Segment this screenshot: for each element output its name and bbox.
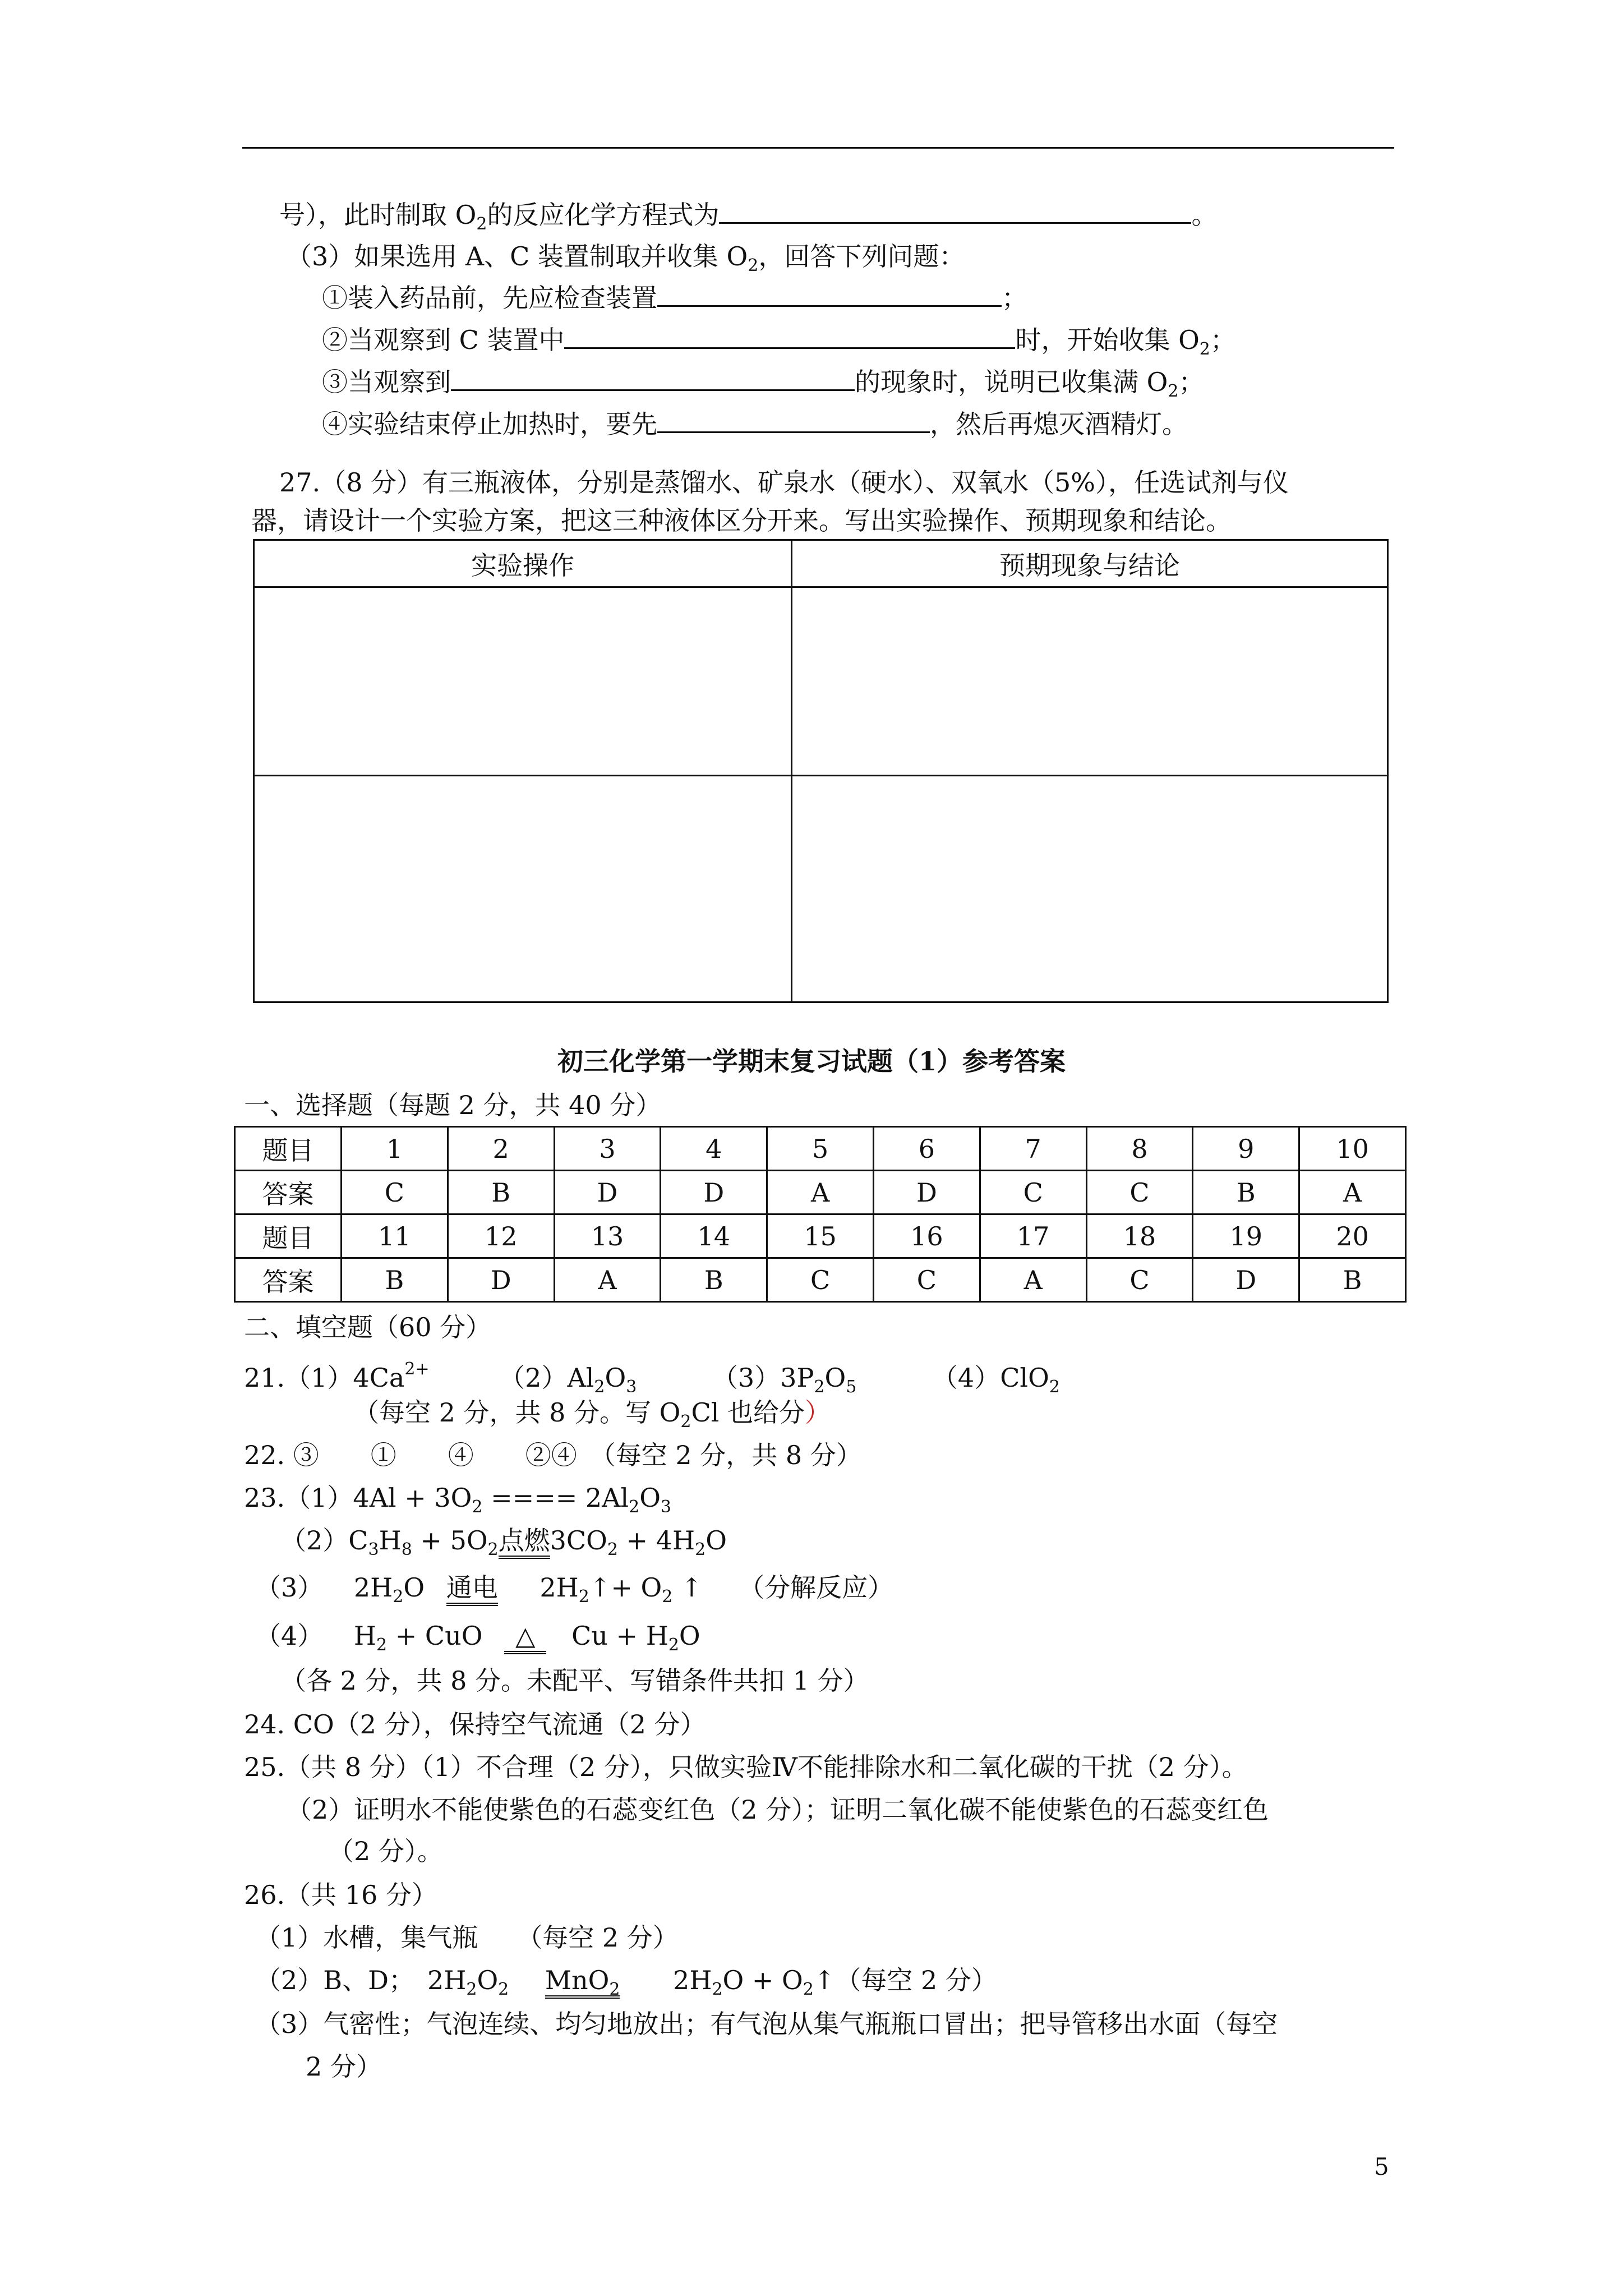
answer-blank[interactable]: [564, 323, 1015, 349]
table-cell: C: [1086, 1258, 1193, 1302]
q26-step4: ④实验结束停止加热时，要先 ，然后再熄灭酒精灯。: [322, 407, 1188, 441]
table-cell: C: [342, 1171, 448, 1214]
q26-line1: 号），此时制取 $O_2$的反应化学方程式为 。: [279, 197, 1217, 241]
table-cell: 9: [1193, 1127, 1299, 1171]
table-row: [235, 1171, 1406, 1214]
table-cell: B: [1299, 1258, 1406, 1302]
table-cell: 12: [448, 1214, 554, 1258]
table-cell: C: [980, 1171, 1086, 1214]
q27-line2: 器，请设计一个实验方案，把这三种液体区分开来。写出实验操作、预期现象和结论。: [251, 505, 1232, 536]
table-cell: A: [767, 1171, 874, 1214]
table-cell: 6: [873, 1127, 980, 1171]
col-header-operation: 实验操作: [254, 540, 792, 587]
table-cell: 1: [342, 1127, 448, 1171]
answer-23-1: $23.(1)4Al + 3O_2$ ==== $2Al_2O_3$: [244, 1483, 672, 1517]
answer-26-3-line2: 2 分）: [306, 2051, 382, 2082]
table-cell: 4: [661, 1127, 767, 1171]
table-cell: A: [554, 1258, 661, 1302]
q26-step3: ③当观察到 的现象时，说明已收集满 $O_2$；: [322, 365, 1204, 408]
reaction-condition: 点燃: [499, 1525, 550, 1559]
table-cell: C: [1086, 1171, 1193, 1214]
table-cell: 7: [980, 1127, 1086, 1171]
table-cell: B: [342, 1258, 448, 1302]
answer-21: $21.(1)4Ca^{2+}$ $(2)Al_2O_3$ $(3)3P_2O_5$ （4）ClO$_2$: [244, 1359, 1060, 1397]
page-number: 5: [1374, 2153, 1389, 2180]
table-row: [235, 1258, 1406, 1302]
table-cell: 3: [554, 1127, 661, 1171]
table-cell: 13: [554, 1214, 661, 1258]
answer-25-line2: （2）证明水不能使紫色的石蕊变红色（2 分）；证明二氧化碳不能使紫色的石蕊变红色: [286, 1795, 1269, 1825]
row-header-cell: 答案: [235, 1258, 342, 1302]
table-cell: 18: [1086, 1214, 1193, 1258]
multiple-choice-answer-table: [234, 1126, 1407, 1303]
row-header-cell: 题目: [235, 1127, 342, 1171]
answer-25-line3: （2 分）。: [328, 1836, 443, 1866]
answer-21-note: （每空 2 分，共 8 分。写 $O_2Cl$ 也给分）: [353, 1397, 831, 1432]
table-cell: 5: [767, 1127, 874, 1171]
table-cell: 19: [1193, 1214, 1299, 1258]
table-cell: D: [1193, 1258, 1299, 1302]
table-row: [235, 1214, 1406, 1258]
table-cell: 14: [661, 1214, 767, 1258]
answer-blank[interactable]: [719, 197, 1191, 224]
table-cell: 16: [873, 1214, 980, 1258]
table-cell: A: [1299, 1171, 1406, 1214]
header-rule: [242, 147, 1394, 149]
table-cell: B: [448, 1171, 554, 1214]
answer-26-heading: 26.（共 16 分）: [244, 1880, 437, 1910]
table-cell: 17: [980, 1214, 1086, 1258]
answer-cell[interactable]: [792, 776, 1388, 1002]
table-cell: 15: [767, 1214, 874, 1258]
answers-title: 初三化学第一学期末复习试题（1）参考答案: [557, 1046, 1066, 1076]
table-cell: D: [661, 1171, 767, 1214]
table-cell: D: [448, 1258, 554, 1302]
table-cell: C: [767, 1258, 874, 1302]
reaction-condition: 通电: [446, 1572, 498, 1606]
answer-23-2: $(2)C_3H_8 + 5O_2$点燃$3CO_2 + 4H_2O$: [280, 1525, 727, 1559]
answer-cell[interactable]: [792, 587, 1388, 776]
answer-26-2: （2）B、D； $2H_2O_2$ MnO$_2$ $2H_2O$ + $O_2↑$（每空 2 分）: [255, 1965, 997, 1999]
table-cell: D: [873, 1171, 980, 1214]
answer-26-1: （1）水槽，集气瓶 （每空 2 分）: [255, 1922, 679, 1953]
answer-blank[interactable]: [657, 407, 930, 433]
table-cell: A: [980, 1258, 1086, 1302]
answer-25-line1: 25.（共 8 分）（1）不合理（2 分），只做实验Ⅳ不能排除水和二氧化碳的干扰（2 分）。: [244, 1752, 1248, 1782]
answer-blank[interactable]: [657, 280, 1002, 307]
q27-line1: 27.（8 分）有三瓶液体，分别是蒸馏水、矿泉水（硬水）、双氧水（5%），任选试剂与仪: [279, 467, 1289, 498]
row-header-cell: 答案: [235, 1171, 342, 1214]
answer-22: 22. ③ ① ④ ②④ （每空 2 分，共 8 分）: [244, 1440, 862, 1470]
heat-symbol: △: [504, 1621, 546, 1654]
table-cell: B: [661, 1258, 767, 1302]
answer-23-4: （4） $H_2$ + CuO △ $Cu + H_2O$: [255, 1621, 700, 1655]
section2-heading: 二、填空题（60 分）: [244, 1312, 492, 1342]
table-row: [235, 1127, 1406, 1171]
catalyst-condition: MnO$_2$: [545, 1965, 620, 1999]
col-header-result: 预期现象与结论: [792, 540, 1388, 587]
table-cell: C: [873, 1258, 980, 1302]
answer-26-3-line1: （3）气密性；气泡连续、均匀地放出；有气泡从集气瓶瓶口冒出；把导管移出水面（每空: [255, 2009, 1278, 2039]
q26-step2: ②当观察到 C 装置中 时，开始收集 $O_2$；: [322, 323, 1236, 366]
table-cell: 2: [448, 1127, 554, 1171]
table-cell: 11: [342, 1214, 448, 1258]
section1-heading: 一、选择题（每题 2 分，共 40 分）: [244, 1090, 662, 1120]
answer-23-3: （3） $2H_2O$ 通电 $2H_2↑+ O_2$ ↑ （分解反应）: [255, 1572, 894, 1607]
answer-cell[interactable]: [254, 776, 792, 1002]
q27-experiment-table: [253, 539, 1389, 1003]
answer-23-note: （各 2 分，共 8 分。未配平、写错条件共扣 1 分）: [280, 1665, 869, 1696]
q26-part3-intro: （3）如果选用 A、C 装置制取并收集 $O_2$，回答下列问题：: [286, 241, 965, 275]
q26-step1: ①装入药品前，先应检查装置 ；: [322, 280, 1027, 315]
table-cell: B: [1193, 1171, 1299, 1214]
answer-blank[interactable]: [451, 365, 855, 391]
table-cell: 20: [1299, 1214, 1406, 1258]
table-cell: 10: [1299, 1127, 1406, 1171]
answer-24: 24. CO（2 分），保持空气流通（2 分）: [244, 1709, 706, 1740]
row-header-cell: 题目: [235, 1214, 342, 1258]
answer-cell[interactable]: [254, 587, 792, 776]
table-cell: D: [554, 1171, 661, 1214]
table-cell: 8: [1086, 1127, 1193, 1171]
